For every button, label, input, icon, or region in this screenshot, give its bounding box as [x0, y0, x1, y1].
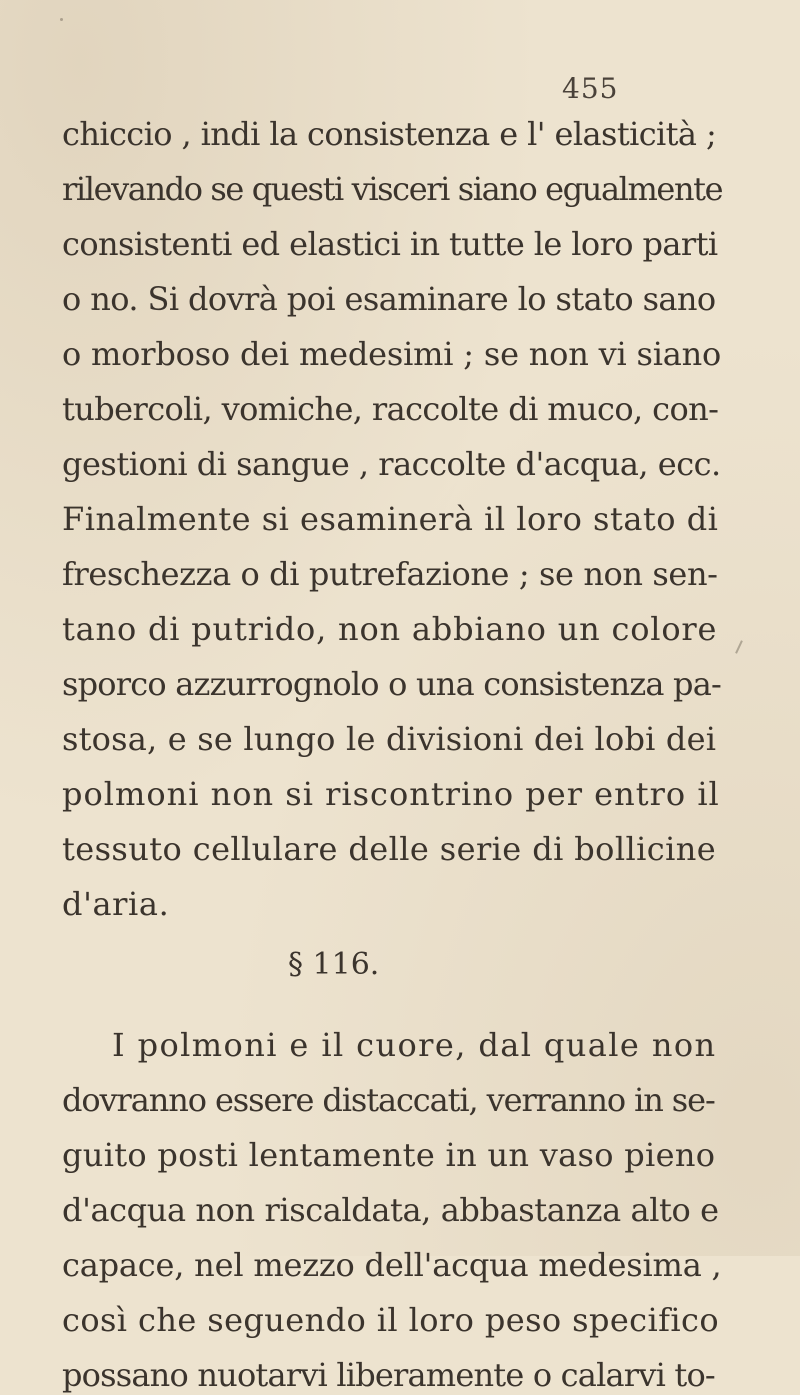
scan-speck [735, 640, 743, 654]
scan-speck [60, 18, 63, 21]
text-line: capace, nel mezzo dell'acqua medesima , [62, 1246, 722, 1284]
text-line: consistenti ed elastici in tutte le loro parti [62, 225, 718, 263]
text-line: chiccio , indi la consistenza e l' elasticità ; [62, 115, 717, 153]
text-line: tano di putrido, non abbiano un colore [62, 610, 718, 648]
text-line: o morboso dei medesimi ; se non vi siano [62, 335, 722, 373]
text-line: guito posti lentamente in un vaso pieno [62, 1136, 716, 1174]
text-line: tessuto cellulare delle serie di bollicine [62, 830, 717, 868]
text-line: dovranno essere distaccati, verranno in se- [62, 1081, 715, 1119]
text-line: freschezza o di putrefazione ; se non sen- [62, 555, 718, 593]
section-heading: § 116. [288, 947, 380, 982]
text-line: polmoni non si riscontrino per entro il [62, 775, 720, 813]
text-line: tubercoli, vomiche, raccolte di muco, con- [62, 390, 719, 428]
text-line: d'aria. [62, 885, 170, 923]
text-line: rilevando se questi visceri siano egualmente [62, 170, 723, 208]
text-line: o no. Si dovrà poi esaminare lo stato sano [62, 280, 716, 318]
text-line: gestioni di sangue , raccolte d'acqua, ecc. [62, 445, 721, 483]
text-line: stosa, e se lungo le divisioni dei lobi dei [62, 720, 717, 758]
text-line: I polmoni e il cuore, dal quale non [112, 1026, 717, 1064]
text-line: sporco azzurrognolo o una consistenza pa- [62, 665, 721, 703]
page-number: 455 [562, 72, 619, 105]
text-line: così che seguendo il loro peso specifico [62, 1301, 719, 1339]
text-line: Finalmente si esaminerà il loro stato di [62, 500, 719, 538]
text-line: d'acqua non riscaldata, abbastanza alto e [62, 1191, 719, 1229]
text-line: possano nuotarvi liberamente o calarvi to- [62, 1356, 715, 1394]
